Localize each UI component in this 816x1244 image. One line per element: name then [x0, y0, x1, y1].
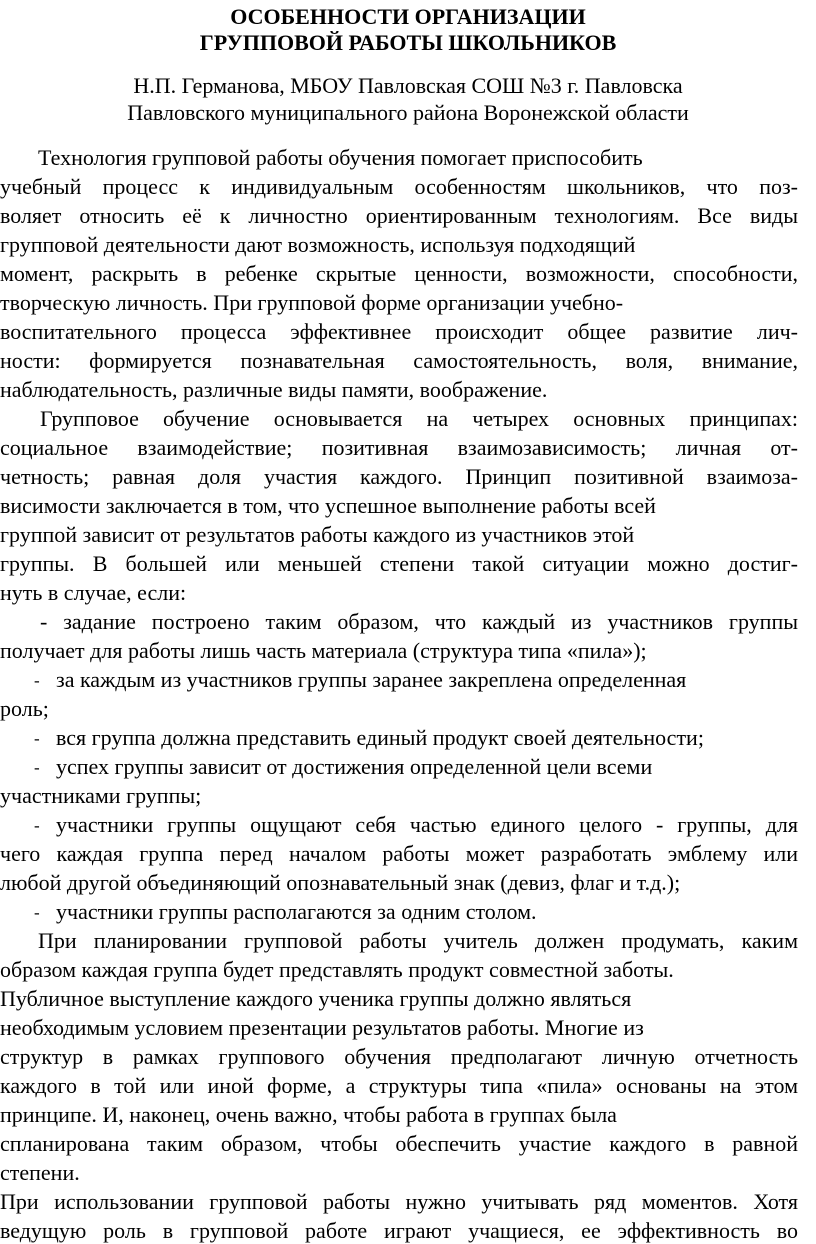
list-item-text: за каждым из участников группы заранее закреплена определенная [56, 667, 687, 692]
list-item-line [34, 898, 537, 925]
text-line: социальное взаимодействие; позитивная взаимозависимость; личная от- [0, 435, 798, 460]
text-line: висимости заключается в том, что успешное выполнение работы всей [0, 493, 656, 518]
text-line: воляет относить её к личностно ориентированным технологиям. Все виды [0, 203, 798, 228]
text-line: ведущую роль в групповой работе играют учащиеся, ее эффективность во [0, 1218, 798, 1243]
text-line: нуть в случае, если: [0, 580, 187, 605]
text-line: При использовании групповой работы нужно учитывать ряд моментов. Хотя [0, 1189, 798, 1214]
list-dash: - [34, 816, 40, 835]
author-line-2: Павловского муниципального района Воронежской области [127, 100, 689, 125]
text-line: Групповое обучение основывается на четырех основных принципах: [40, 406, 798, 431]
text-line: воспитательного процесса эффективнее происходит общее развитие лич- [0, 319, 798, 344]
author-info [0, 72, 816, 126]
list-dash: - [34, 671, 40, 690]
text-line: ности: формируется познавательная самостоятельность, воля, внимание, [0, 348, 798, 373]
text-line: степени. [0, 1160, 80, 1185]
list-dash: - [34, 903, 40, 922]
text-line: роль; [0, 696, 49, 721]
list-item-text: вся группа должна представить единый продукт своей деятельности; [56, 725, 704, 750]
text-line: четность; равная доля участия каждого. Принцип позитивной взаимоза- [0, 464, 798, 489]
text-line: образом каждая группа будет представлять продукт совместной заботы. [0, 957, 674, 982]
list-item-line [34, 811, 798, 838]
list-item-line: - задание построено таким образом, что каждый из участников группы [40, 609, 798, 634]
text-line: При планировании групповой работы учитель должен продумать, каким [38, 928, 798, 953]
list-dash: - [34, 758, 40, 777]
text-line: спланирована таким образом, чтобы обеспечить участие каждого в равной [0, 1131, 798, 1156]
text-line: чего каждая группа перед началом работы может разработать эмблему или [0, 841, 798, 866]
list-item-line [34, 666, 686, 693]
list-item-text: участники группы ощущают себя частью единого целого - группы, для [56, 812, 798, 837]
text-line: любой другой объединяющий опознавательный знак (девиз, флаг и т.д.); [0, 870, 681, 895]
text-line: группой зависит от результатов работы каждого из участников этой [0, 522, 635, 547]
text-line: структур в рамках группового обучения предполагают личную отчетность [0, 1044, 798, 1069]
text-line: творческую личность. При групповой форме организации учебно- [0, 290, 624, 315]
text-line: каждого в той или иной форме, а структуры типа «пила» основаны на этом [0, 1073, 798, 1098]
list-item-text: успех группы зависит от достижения определенной цели всеми [56, 754, 653, 779]
list-item-line [34, 724, 704, 751]
list-dash: - [34, 729, 40, 748]
author-line-1: Н.П. Германова, МБОУ Павловская СОШ №3 г. Павловска [133, 73, 683, 98]
text-line: необходимым условием презентации результатов работы. Многие из [0, 1015, 644, 1040]
text-line: получает для работы лишь часть материала (структура типа «пила»); [0, 638, 647, 663]
text-line: групповой деятельности дают возможность, используя подходящий [0, 232, 636, 257]
document-title [0, 4, 816, 56]
list-item-line [34, 753, 652, 780]
text-line: Публичное выступление каждого ученика группы должно являться [0, 986, 632, 1011]
title-line-2: ГРУППОВОЙ РАБОТЫ ШКОЛЬНИКОВ [199, 30, 617, 55]
text-line: момент, раскрыть в ребенке скрытые ценности, возможности, способности, [0, 261, 798, 286]
text-line: участниками группы; [0, 783, 202, 808]
text-line: наблюдательность, различные виды памяти, воображение. [0, 377, 548, 402]
text-line: принципе. И, наконец, очень важно, чтобы работа в группах была [0, 1102, 617, 1127]
text-line: Технология групповой работы обучения помогает приспособить [38, 145, 643, 170]
list-item-text: участники группы располагаются за одним столом. [56, 899, 537, 924]
text-line: учебный процесс к индивидуальным особенностям школьников, что поз- [0, 174, 798, 199]
title-line-1: ОСОБЕННОСТИ ОРГАНИЗАЦИИ [230, 4, 586, 29]
text-line: группы. В большей или меньшей степени такой ситуации можно достиг- [0, 551, 798, 576]
